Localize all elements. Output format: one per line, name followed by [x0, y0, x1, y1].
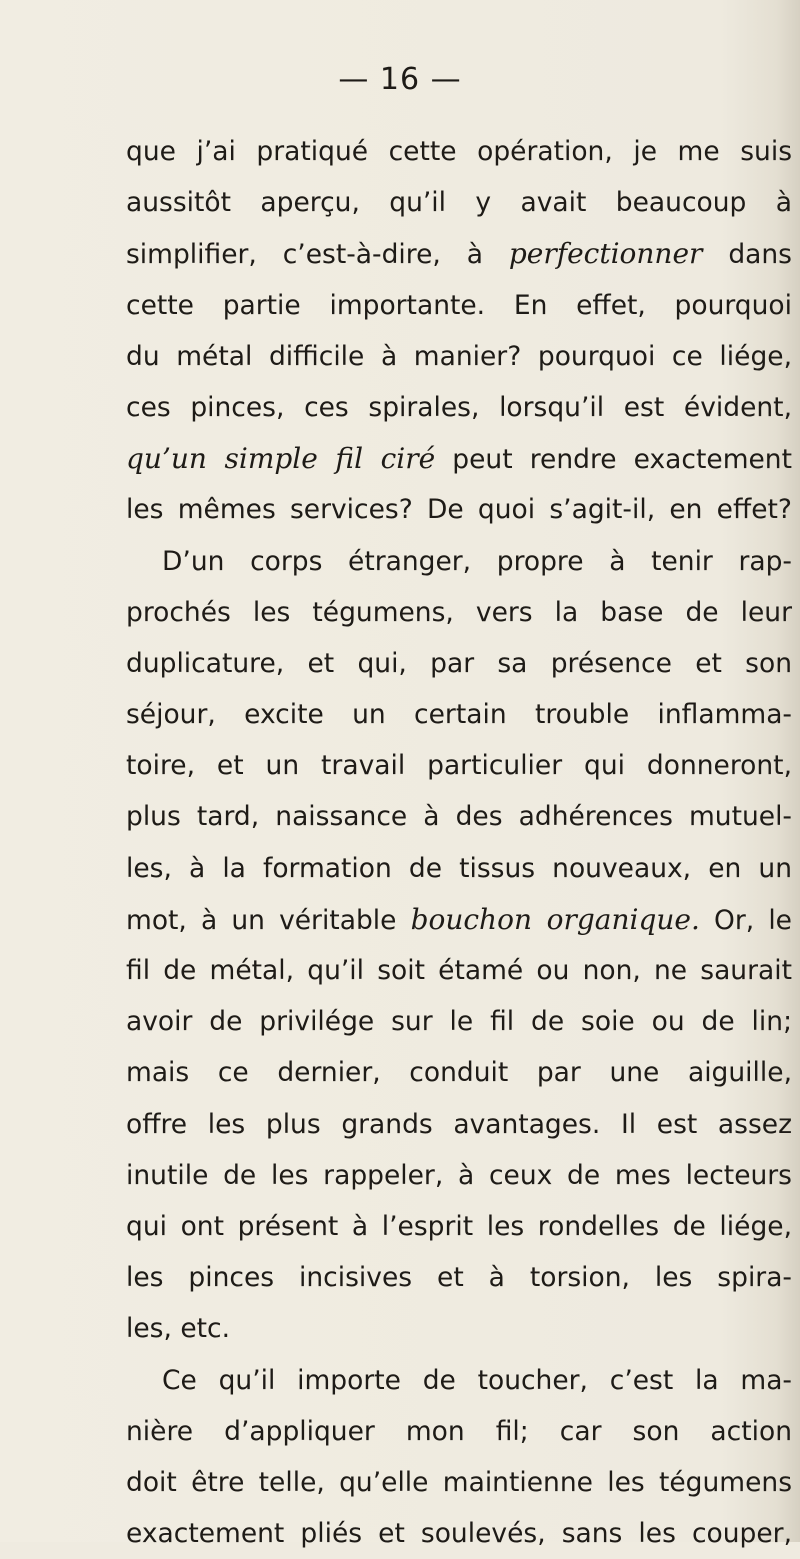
text-segment: nière d’appliquer mon fil; car son action — [126, 1415, 792, 1447]
text-line — [126, 1150, 792, 1201]
text-segment: doit être telle, qu’elle maintienne les tégumens — [126, 1466, 792, 1498]
text-segment: ces pinces, ces spirales, lorsqu’il est évident, — [126, 391, 792, 423]
text-line — [126, 843, 792, 894]
text-segment: Ce qu’il importe de toucher, c’est la ma- — [162, 1364, 792, 1396]
text-line — [126, 996, 792, 1047]
text-segment: fil de métal, qu’il soit étamé ou non, ne saurait — [126, 955, 792, 986]
text-line — [126, 382, 792, 433]
italic-text: perfectionner — [508, 237, 703, 271]
text-segment: exactement pliés et soulevés, sans les couper, — [126, 1518, 792, 1550]
text-line — [126, 177, 792, 228]
text-line — [126, 433, 792, 484]
text-segment: avoir de privilége sur le fil de soie ou de lin; — [126, 1006, 792, 1038]
text-segment: aussitôt aperçu, qu’il y avait beaucoup à — [126, 187, 792, 219]
text-line — [126, 1355, 792, 1406]
text-line — [126, 1099, 792, 1150]
text-segment: séjour, excite un certain trouble inflamma- — [126, 699, 792, 731]
text-segment: duplicature, et qui, par sa présence et son — [126, 647, 792, 679]
text-line — [126, 1457, 792, 1508]
body-text — [126, 126, 792, 1559]
text-line — [126, 228, 792, 279]
text-line — [126, 1252, 792, 1303]
text-segment: inutile de les rappeler, à ceux de mes lecteurs — [126, 1159, 792, 1191]
text-segment: les, à la formation de tissus nouveaux, en un — [126, 852, 792, 884]
text-line — [126, 1201, 792, 1252]
italic-text: bouchon organique. — [410, 902, 700, 936]
text-line — [126, 1047, 792, 1098]
text-segment: D’un corps étranger, propre à tenir rap- — [162, 545, 792, 577]
text-segment: mais ce dernier, conduit par une aiguille, — [126, 1057, 792, 1089]
text-segment: du métal difficile à manier? pourquoi ce liége, — [126, 340, 792, 372]
text-line — [126, 280, 792, 331]
text-line — [126, 791, 792, 842]
text-segment: qui ont présent à l’esprit les rondelles de liége, — [126, 1210, 792, 1242]
text-line — [126, 484, 792, 535]
text-segment: les pinces incisives et à torsion, les spira- — [126, 1262, 792, 1294]
page-number-header: — 16 — — [338, 62, 462, 97]
text-line — [126, 126, 792, 177]
text-segment: que j’ai pratiqué cette opération, je me suis — [126, 136, 792, 167]
text-line — [126, 536, 792, 587]
text-line — [126, 894, 792, 945]
text-segment: les, etc. — [126, 1313, 231, 1345]
text-segment: Or, le — [699, 904, 792, 936]
text-segment: peut rendre exactement — [435, 444, 792, 476]
text-line — [126, 638, 792, 689]
text-line — [126, 945, 792, 996]
text-segment: dans — [702, 239, 792, 271]
text-line — [126, 331, 792, 382]
text-segment: cette partie importante. En effet, pourquoi — [126, 289, 792, 321]
text-line — [126, 1303, 792, 1354]
text-segment: les mêmes services? De quoi s’agit-il, en effet? — [126, 494, 792, 526]
text-segment: mot, à un véritable — [126, 904, 411, 936]
text-segment: plus tard, naissance à des adhérences mutuel- — [126, 801, 792, 833]
text-line — [126, 689, 792, 740]
text-line — [126, 1406, 792, 1457]
text-segment: offre les plus grands avantages. Il est assez — [126, 1108, 792, 1140]
text-line — [126, 587, 792, 638]
text-segment: prochés les tégumens, vers la base de leur — [126, 596, 792, 628]
text-line — [126, 1508, 792, 1559]
text-line — [126, 740, 792, 791]
text-segment: toire, et un travail particulier qui donneront, — [126, 750, 792, 782]
italic-text: qu’un simple fil ciré — [126, 442, 436, 476]
text-segment: simplifier, c’est-à-dire, à — [126, 239, 509, 271]
